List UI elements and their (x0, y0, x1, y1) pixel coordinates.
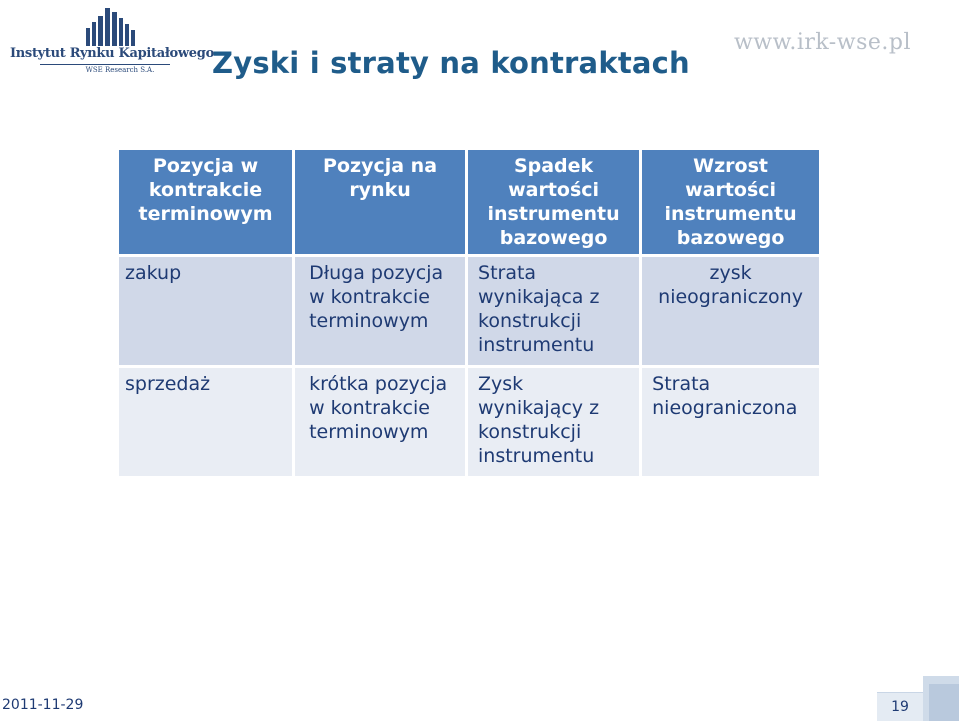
slide-date: 2011-11-29 (2, 697, 84, 713)
slide-title: Zyski i straty na kontraktach (212, 46, 690, 80)
table-cell: zakup (119, 257, 292, 368)
website-url: www.irk-wse.pl (733, 30, 911, 55)
table-cell: Zysk wynikający z konstrukcji instrumentu (468, 368, 639, 476)
page-number-box (877, 692, 923, 721)
table-row (119, 257, 819, 368)
table-row (119, 368, 819, 476)
table-cell: Strata wynikająca z konstrukcji instrumentu (468, 257, 639, 368)
header-cell-position: Pozycja w kontrakcie terminowym (119, 150, 292, 257)
table-cell: Strata nieograniczona (642, 368, 819, 476)
positions-table (116, 150, 822, 476)
table-cell: zysk nieograniczony (642, 257, 819, 368)
page-corner-decoration (929, 684, 959, 721)
logo-subtitle: WSE Research S.A. (85, 66, 155, 74)
logo-name: Instytut Rynku Kapitałowego (10, 46, 214, 61)
city-skyline-icon (82, 6, 142, 46)
header-cell-market: Pozycja na rynku (295, 150, 465, 257)
logo-divider (40, 64, 170, 65)
table-cell: krótka pozycja w kontrakcie terminowym (295, 368, 465, 476)
header-cell-increase: Wzrost wartości instrumentu bazowego (642, 150, 819, 257)
table-cell: sprzedaż (119, 368, 292, 476)
header-cell-decrease: Spadek wartości instrumentu bazowego (468, 150, 639, 257)
table-cell: Długa pozycja w kontrakcie terminowym (295, 257, 465, 368)
table-header-row (119, 150, 819, 257)
page-number: 19 (891, 699, 909, 715)
institute-logo (10, 6, 214, 78)
